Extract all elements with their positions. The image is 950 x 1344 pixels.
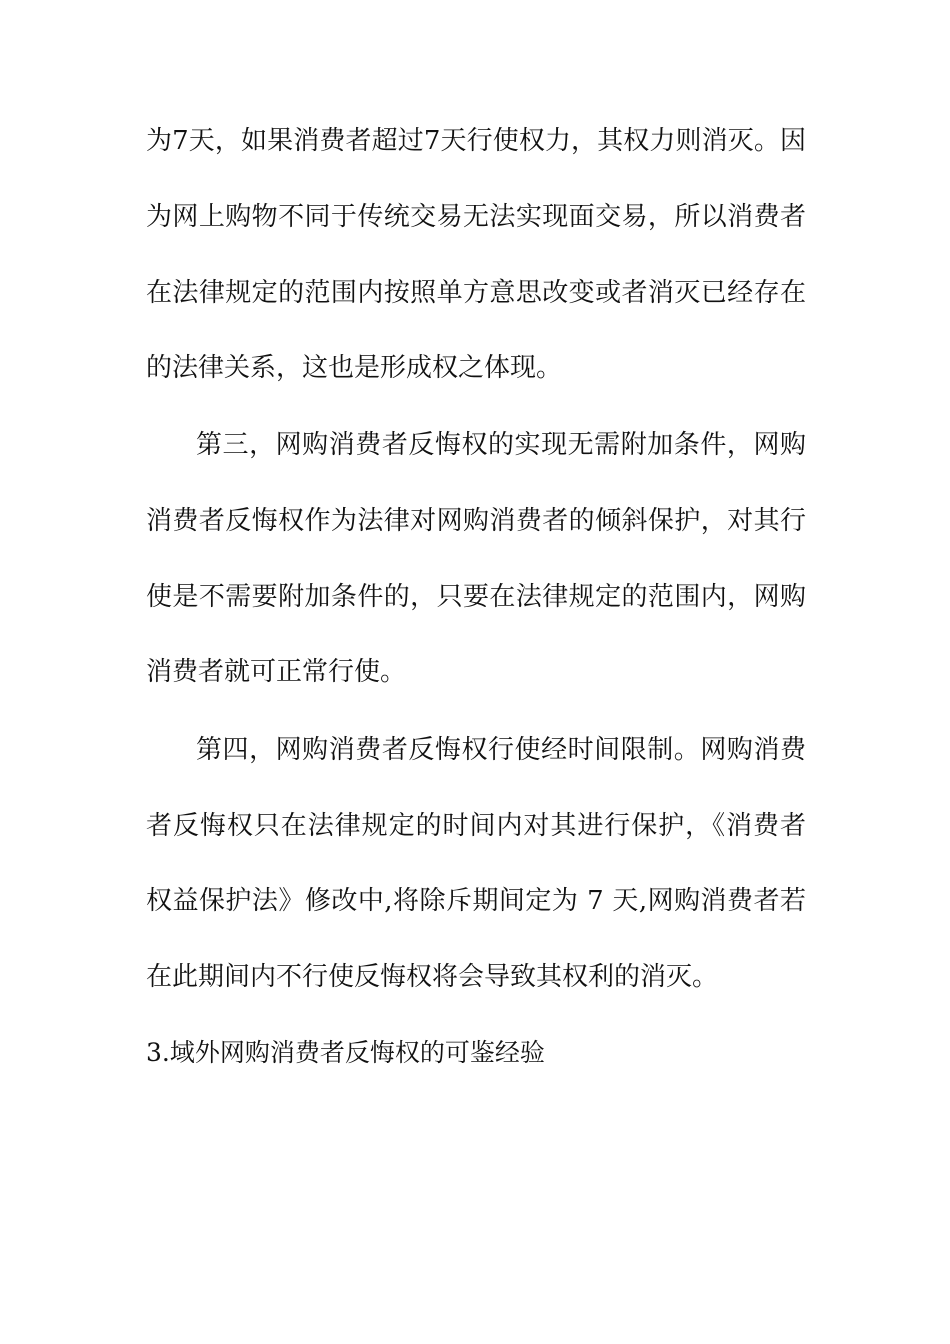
paragraph-line: 消费者就可正常行使。 <box>146 657 407 687</box>
paragraph-line: 为网上购物不同于传统交易无法实现面交易，所以消费者 <box>146 202 806 232</box>
paragraph-line: 权益保护法》修改中,将除斥期间定为 7 天,网购消费者若 <box>146 886 806 916</box>
paragraph-line: 为7天，如果消费者超过7天行使权力，其权力则消灭。因 <box>146 126 806 156</box>
section-heading: 3.域外网购消费者反悔权的可鉴经验 <box>146 1038 545 1067</box>
paragraph-line: 消费者反悔权作为法律对网购消费者的倾斜保护，对其行 <box>146 506 806 536</box>
paragraph-line: 使是不需要附加条件的，只要在法律规定的范围内，网购 <box>146 582 806 612</box>
paragraph-line: 者反悔权只在法律规定的时间内对其进行保护，《消费者 <box>146 811 806 841</box>
paragraph-line: 在法律规定的范围内按照单方意思改变或者消灭已经存在 <box>146 278 806 308</box>
paragraph-line: 第四，网购消费者反悔权行使经时间限制。网购消费 <box>196 735 806 765</box>
paragraph-line: 第三，网购消费者反悔权的实现无需附加条件，网购 <box>196 430 806 460</box>
paragraph-line: 在此期间内不行使反悔权将会导致其权利的消灭。 <box>146 962 719 992</box>
paragraph-line: 的法律关系，这也是形成权之体现。 <box>146 353 563 383</box>
